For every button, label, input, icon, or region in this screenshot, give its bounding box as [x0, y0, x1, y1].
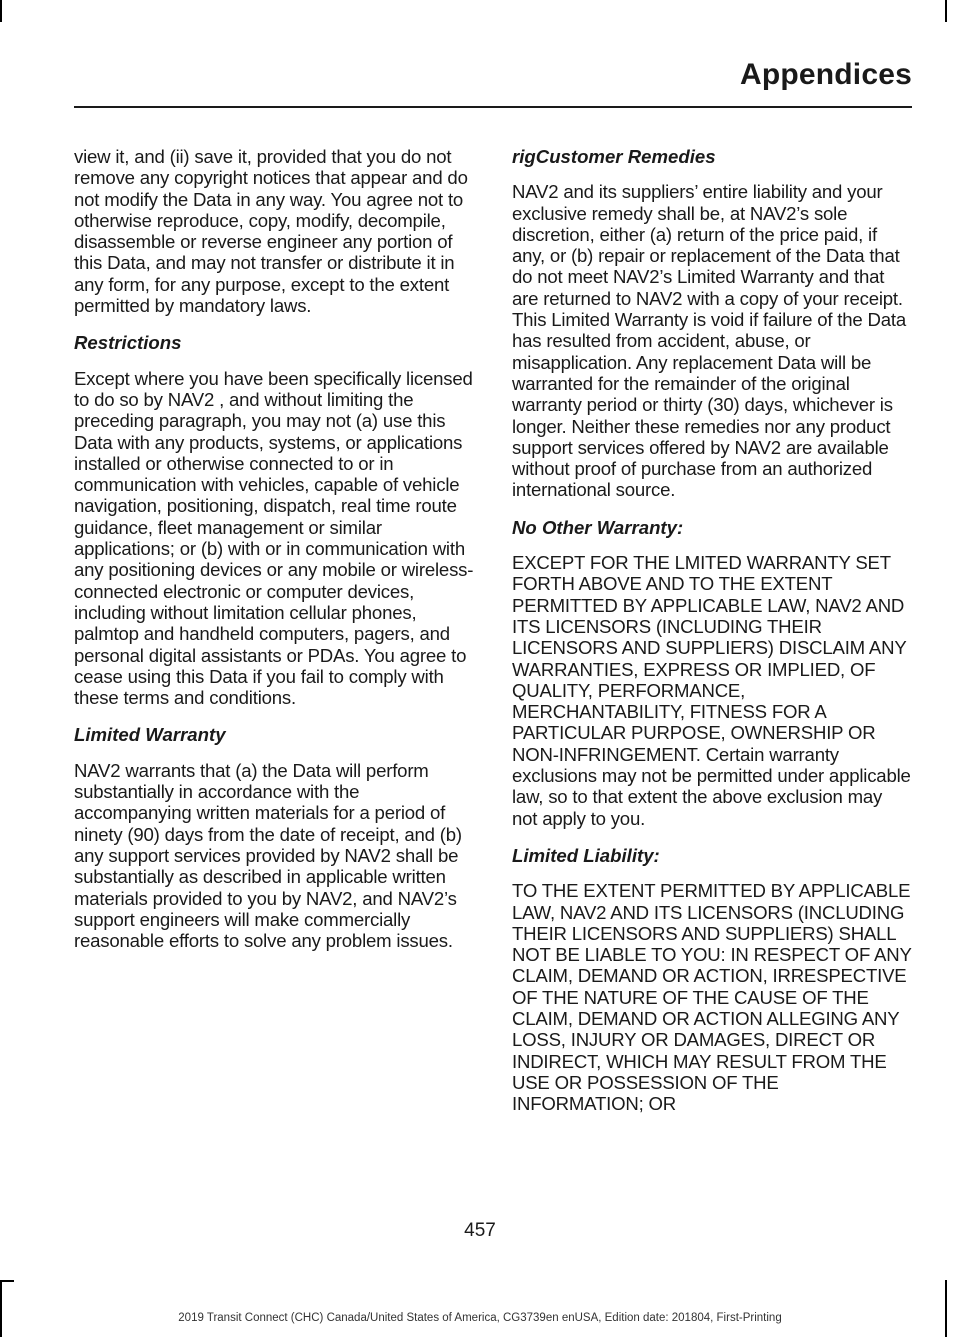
- page-number: 457: [464, 1220, 496, 1241]
- right-column: [512, 146, 912, 1130]
- restrictions-paragraph: Except where you have been specifically licensed to do so by NAV2 , and without limiting the preceding paragraph, you may not (a) use this Data with any products, systems, or applications installed or otherwise connected to or in communication with vehicles, capable of vehicle navigation, positioning, dispatch, real time route guidance, fleet management or similar applications; or (b) with or in communication with any positioning devices or any mobile or wireless-connected electronic or computer devices, including without limitation cellular phones, palmtop and handheld computers, pagers, and personal digital assistants or PDAs. You agree to cease using this Data if you fail to comply with these terms and conditions.: [74, 367, 474, 709]
- header-rule: [74, 106, 912, 108]
- no-other-warranty-heading: No Other Warranty:: [512, 516, 684, 538]
- limited-warranty-heading: Limited Warranty: [74, 724, 226, 746]
- crop-mark-bottom-right: [945, 1280, 947, 1337]
- left-column: [74, 146, 474, 967]
- footer-text: 2019 Transit Connect (CHC) Canada/United States of America, CG3739en enUSA, Edition date: 201804, First-Printing: [178, 1312, 782, 1324]
- limited-liability-heading: Limited Liability:: [512, 844, 660, 866]
- restrictions-heading: Restrictions: [74, 332, 182, 354]
- customer-remedies-heading: rigCustomer Remedies: [512, 146, 716, 167]
- page-title: Appendices: [739, 58, 912, 91]
- crop-mark-top-left: [0, 0, 2, 22]
- crop-mark-bottom-left: [0, 1280, 2, 1337]
- limited-liability-paragraph: TO THE EXTENT PERMITTED BY APPLICABLE LAW, NAV2 AND ITS LICENSORS (INCLUDING THEIR LICENSORS AND SUPPLIERS) SHALL NOT BE LIABLE TO YOU: IN RESPECT OF ANY CLAIM, DEMAND OR ACTION, IRRESPECTIVE OF THE NATURE OF THE CAUSE OF THE CLAIM, DEMAND OR ACTION ALLEGING ANY LOSS, INJURY OR DAMAGES, DIRECT OR INDIRECT, WHICH MAY RESULT FROM THE USE OR POSSESSION OF THE INFORMATION; OR: [512, 880, 912, 1115]
- limited-warranty-paragraph: NAV2 warrants that (a) the Data will perform substantially in accordance with the accompanying written materials for a period of ninety (90) days from the date of receipt, and (b) any support services provided by NAV2 shall be substantially as described in applicable written materials provided to you by NAV2, and NAV2’s support engineers will make commercially reasonable efforts to solve any problem issues.: [74, 759, 462, 952]
- crop-mark-bottom-left-h: [0, 1280, 14, 1282]
- no-other-warranty-paragraph: EXCEPT FOR THE LMITED WARRANTY SET FORTH ABOVE AND TO THE EXTENT PERMITTED BY APPLICABLE LAW, NAV2 AND ITS LICENSORS (INCLUDING THEIR LICENSORS AND SUPPLIERS) DISCLAIM ANY WARRANTIES, EXPRESS OR IMPLIED, OF QUALITY, PERFORMANCE, MERCHANTABILITY, FITNESS FOR A PARTICULAR PURPOSE, OWNERSHIP OR NON-INFRINGEMENT. Certain warranty exclusions may not be permitted under applicable law, so to that extent the above exclusion may not apply to you.: [512, 552, 911, 829]
- customer-remedies-paragraph: NAV2 and its suppliers’ entire liability and your exclusive remedy shall be, at NAV2’s sole discretion, either (a) return of the price paid, if any, or (b) repair or replacement of the Data that do not meet NAV2’s Limited Warranty and that are returned to NAV2 with a copy of your receipt. This Limited Warranty is void if failure of the Data has resulted from accident, abuse, or misapplication. Any replacement Data will be warranted for the remainder of the original warranty period or thirty (30) days, whichever is longer. Neither these remedies nor any product support services offered by NAV2 are available without proof of purchase from an authorized international source.: [512, 181, 906, 501]
- crop-mark-top-right: [945, 0, 947, 22]
- intro-paragraph: view it, and (ii) save it, provided that you do not remove any copyright notices that appear and do not modify the Data in any way. You agree not to otherwise reproduce, copy, modify, decompile, disassemble or reverse engineer any portion of this Data, and may not transfer or distribute it in any form, for any purpose, except to the extent permitted by mandatory laws.: [74, 146, 468, 317]
